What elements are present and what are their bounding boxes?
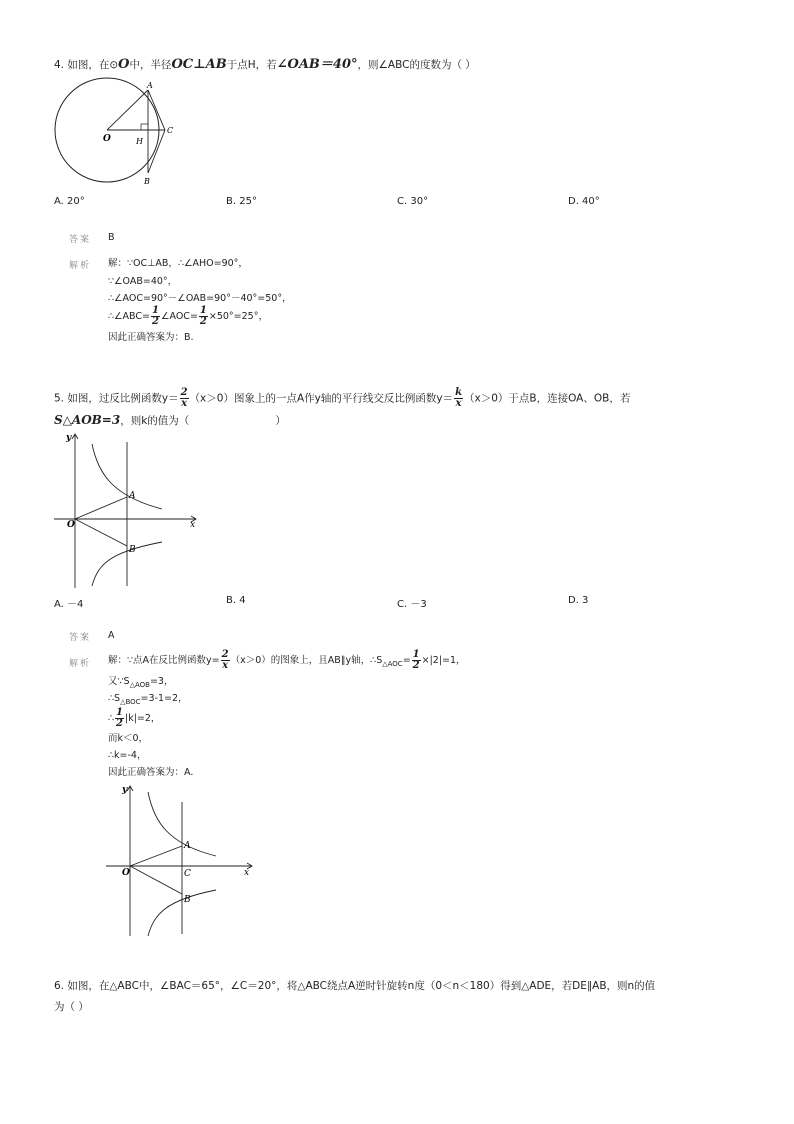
- q5-sol-segment-ob: [130, 866, 182, 894]
- q5-segment-oa: [75, 497, 127, 519]
- q5-sol-segment-oa: [130, 846, 182, 866]
- q5-analysis-label: 解析: [69, 659, 92, 669]
- q5-fraction-numerator: 2: [221, 649, 229, 660]
- q4-solution-line: 因此正确答案为：B.: [108, 332, 194, 343]
- q5-solution-part: |k|=2，: [125, 713, 161, 724]
- q4-solution-line: ∴∠AOC=90°－∠OAB=90°－40°=50°，: [108, 293, 292, 304]
- q5-solution-fraction: [221, 650, 230, 671]
- q6-stem-line-2: 为（ ）: [54, 1001, 89, 1013]
- q5-solution-line: [108, 675, 173, 692]
- q5-stem-line-1: [54, 388, 630, 409]
- q5-sol-label-o: O: [122, 868, 130, 878]
- q4-stem-part: 中，半径: [129, 59, 172, 71]
- q5-solution-part: ∴S: [108, 693, 121, 704]
- q4-answer-value: B: [108, 232, 115, 243]
- q4-fraction-numerator: 1: [152, 305, 159, 316]
- q5-solution-graph-figure: [100, 780, 260, 940]
- q5-fraction-denominator: x: [455, 398, 462, 409]
- q5-fraction-numerator: k: [455, 387, 462, 398]
- q4-option-c[interactable]: C. 30°: [397, 196, 429, 207]
- q4-stem-part: 4. 如图，在⊙: [54, 59, 119, 71]
- q5-fraction-denominator: x: [222, 660, 229, 671]
- q5-fraction-half: [412, 650, 421, 671]
- q5-solution-line: ∴k=-4，: [108, 750, 147, 761]
- q5-stem-line-2: [54, 413, 286, 428]
- q4-label-c: C: [167, 126, 174, 135]
- q5-sol-label-x: x: [244, 868, 250, 878]
- q5-fraction-numerator: 2: [180, 387, 188, 398]
- q4-solution-part: ∠AOC=: [160, 311, 198, 322]
- q5-answer-label: 答案: [69, 633, 92, 643]
- q4-segment-bc: [148, 130, 165, 173]
- q5-option-d[interactable]: D. 3: [568, 595, 589, 606]
- q5-stem-part: （x＞0）图象上的一点A作y轴的平行线交反比例函数y＝: [189, 392, 454, 405]
- q4-fraction-denominator: 2: [199, 316, 207, 327]
- q5-stem-part: ，则k的值为（: [120, 415, 190, 427]
- q5-solution-part: 又∵S: [108, 676, 130, 687]
- q5-fraction-denominator: 2: [412, 660, 420, 671]
- q4-fraction-half: [199, 306, 208, 327]
- q5-fraction-numerator: 1: [116, 707, 124, 718]
- q5-graph-figure: [50, 428, 210, 590]
- q5-fraction-denominator: x: [181, 398, 188, 409]
- q4-fraction-half: [151, 306, 160, 327]
- q5-solution-part: ∴: [108, 713, 115, 724]
- q5-solution-line: [108, 650, 466, 671]
- q5-solution-line: 而k＜0，: [108, 733, 149, 744]
- q4-stem-part: 于点H，若: [226, 59, 277, 71]
- q4-solution-part: ∴∠ABC=: [108, 311, 151, 322]
- q4-solution-line: ∵∠OAB=40°，: [108, 276, 178, 287]
- q4-option-d[interactable]: D. 40°: [568, 196, 600, 207]
- q5-option-a[interactable]: A. －4: [54, 599, 84, 610]
- q5-solution-part: （x＞0）的图象上，且AB∥y轴，∴S: [230, 655, 383, 666]
- q5-sol-label-c: C: [184, 869, 191, 879]
- q5-label-o: O: [67, 520, 75, 530]
- q5-fraction-denominator: 2: [116, 718, 124, 729]
- q5-segment-ob: [75, 519, 127, 546]
- q5-solution-part: ×|2|=1，: [421, 655, 466, 666]
- q5-solution-line: 因此正确答案为：A.: [108, 767, 194, 778]
- q4-math-o: O: [118, 57, 130, 72]
- q5-math-area: S△AOB=3: [54, 413, 121, 427]
- q5-solution-part: 解：∵点A在反比例函数y=: [108, 655, 220, 666]
- q5-option-b[interactable]: B. 4: [226, 595, 246, 606]
- q4-solution-line: [108, 306, 268, 327]
- q4-label-b: B: [144, 177, 150, 186]
- q4-fraction-denominator: 2: [152, 316, 159, 327]
- q4-fraction-numerator: 1: [199, 305, 207, 316]
- q4-analysis-label: 解析: [69, 261, 92, 271]
- q5-sol-label-b: B: [184, 895, 191, 905]
- q5-label-y: y: [66, 433, 72, 443]
- q4-circle-figure: [50, 74, 190, 194]
- q5-stem-part: （x＞0）于点B，连接OA、OB，若: [464, 392, 631, 405]
- q4-solution-part: ×50°=25°，: [208, 311, 268, 322]
- q5-solution-part: =: [402, 655, 411, 666]
- q5-solution-part: =3，: [149, 676, 174, 687]
- q4-solution-line: 解：∵OC⊥AB，∴∠AHO=90°，: [108, 258, 248, 269]
- q5-label-a: A: [129, 491, 136, 501]
- q4-option-b[interactable]: B. 25°: [226, 196, 257, 207]
- q5-subscript: △AOC: [382, 659, 403, 668]
- q5-fraction-half: [115, 708, 124, 729]
- q5-sol-label-y: y: [122, 785, 128, 795]
- q5-fraction-2-over-x: [180, 388, 189, 409]
- q5-sol-label-a: A: [184, 841, 191, 851]
- q4-stem: [54, 58, 476, 72]
- q5-solution-line: [108, 708, 160, 729]
- q4-option-a[interactable]: A. 20°: [54, 196, 85, 207]
- q4-segment-ac: [148, 90, 165, 130]
- q5-stem-part: 5. 如图，过反比例函数y＝: [54, 392, 179, 405]
- q4-answer-label: 答案: [69, 235, 92, 245]
- q4-right-angle-mark: [141, 124, 148, 130]
- q5-option-c[interactable]: C. －3: [397, 599, 427, 610]
- q5-label-x: x: [190, 520, 196, 530]
- q5-subscript: △AOB: [129, 680, 150, 689]
- q5-label-b: B: [129, 545, 136, 555]
- q5-fraction-k-over-x: [454, 388, 463, 409]
- q4-math-angle: ∠OAB＝40°: [276, 57, 358, 72]
- q5-fraction-numerator: 1: [412, 649, 420, 660]
- q4-label-o: O: [103, 134, 111, 144]
- q4-stem-part: ，则∠ABC的度数为（ ）: [357, 59, 476, 71]
- q4-math-perp: OC⊥AB: [171, 57, 227, 72]
- q4-label-h: H: [136, 137, 143, 146]
- q5-subscript: △BOC: [120, 697, 141, 706]
- q5-answer-value: A: [108, 630, 115, 641]
- q5-stem-part: ）: [275, 415, 286, 427]
- q6-stem-line-1: 6. 如图，在△ABC中，∠BAC＝65°，∠C＝20°，将△ABC绕点A逆时针旋转n度（0＜n＜180）得到△ADE，若DE∥AB，则n的值: [54, 980, 656, 992]
- q5-solution-part: =3-1=2，: [140, 693, 188, 704]
- q4-label-a: A: [147, 81, 153, 90]
